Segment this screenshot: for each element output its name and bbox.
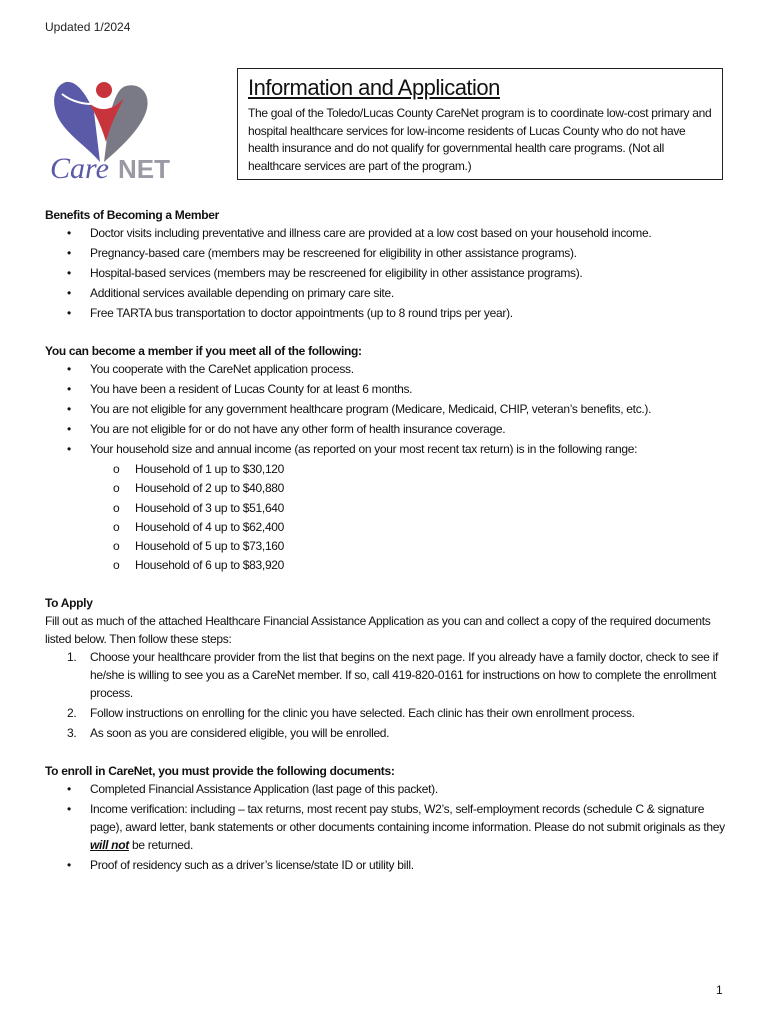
list-item: 1. Choose your healthcare provider from the list that begins on the next page. If you already have a family doctor, check to see if he/she is willing to see you as a CareNet member. If so, call 419-820-0161 for instructions on how to complete the enrollment process. [67,650,718,700]
apply-heading: To Apply [45,596,93,610]
logo-wordmark-net: NET [118,154,170,184]
info-box [237,68,723,180]
page-title: Information and Application [248,75,500,100]
updated-date: Updated 1/2024 [45,20,131,34]
apply-intro: Fill out as much of the attached Healthcare Financial Assistance Application as you can and collect a copy of the required documents listed below. Then follow these steps: [45,614,711,646]
list-item: • Completed Financial Assistance Application (last page of this packet). [67,782,438,796]
income-limits-list [45,460,725,574]
list-item: • Doctor visits including preventative and illness care are provided at a low cost based on your household income. [67,226,652,240]
documents-list [45,780,725,874]
eligibility-list [45,360,725,458]
apply-section [45,594,725,744]
logo-head [96,82,112,98]
page-number: 1 [716,983,723,997]
income-limit-item: o Household of 5 up to $73,160 [113,539,285,554]
list-item: • You are not eligible for or do not have any other form of health insurance coverage. [67,422,506,436]
logo-heart-left [54,82,100,162]
list-item: • Free TARTA bus transportation to doctor appointments (up to 8 round trips per year). [67,306,513,320]
program-goal-text: The goal of the Toledo/Lucas County CareNet program is to coordinate low-cost primary and hospital healthcare services for low-income residents of Lucas County who do not have health insurance and do not qualify for governmental health care programs. (Not all healthcare services are part of the program.) [248,106,712,173]
apply-steps [45,648,725,742]
documents-section [45,762,725,876]
income-limit-item: o Household of 3 up to $51,640 [113,500,285,515]
list-item: • Proof of residency such as a driver’s license/state ID or utility bill. [67,858,414,872]
list-item: • You have been a resident of Lucas County for at least 6 months. [67,382,413,396]
income-limit-item: o Household of 1 up to $30,120 [113,462,285,476]
list-item: • Income verification: including – tax returns, most recent pay stubs, W2’s, self-employment records (schedule C & signature page), award letter, bank statements or other documents containing income information. Please do not submit originals as they will not be returned. [67,802,725,852]
eligibility-section [45,342,725,576]
list-item: 2. Follow instructions on enrolling for the clinic you have selected. Each clinic has their own enrollment process. [67,706,635,720]
carenet-logo [48,72,178,187]
list-item: • Hospital-based services (members may be rescreened for eligibility in other assistance programs). [67,266,583,280]
list-item: • You are not eligible for any government healthcare program (Medicare, Medicaid, CHIP, veteran’s benefits, etc.). [67,402,652,416]
list-item: 3. As soon as you are considered eligible, you will be enrolled. [67,726,390,740]
documents-heading: To enroll in CareNet, you must provide the following documents: [45,764,395,778]
logo-wordmark-care: Care [50,152,109,185]
benefits-list [45,224,725,322]
emphasis-text: will not [90,838,129,852]
list-item: • Your household size and annual income (as reported on your most recent tax return) is in the following range: [67,442,638,456]
list-item: • You cooperate with the CareNet application process. [67,362,354,376]
eligibility-heading: You can become a member if you meet all of the following: [45,344,362,358]
income-limit-item: o Household of 4 up to $62,400 [113,519,285,534]
list-item: • Additional services available depending on primary care site. [67,286,394,300]
list-item: • Pregnancy-based care (members may be rescreened for eligibility in other assistance programs). [67,246,577,260]
income-limit-item: o Household of 6 up to $83,920 [113,558,285,573]
benefits-section [45,206,725,324]
benefits-heading: Benefits of Becoming a Member [45,208,220,222]
income-limit-item: o Household of 2 up to $40,880 [113,481,285,496]
